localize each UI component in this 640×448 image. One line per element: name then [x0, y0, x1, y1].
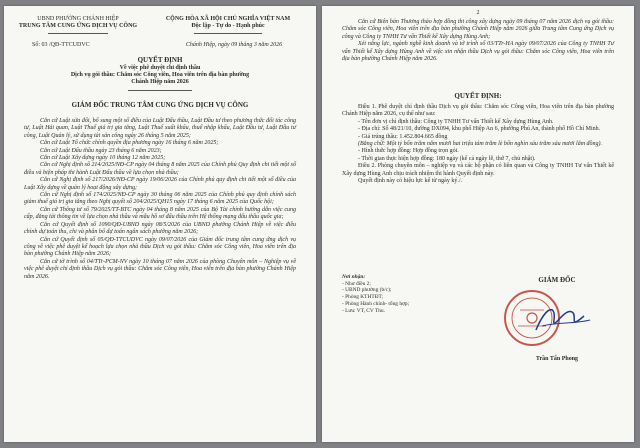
basis-paragraph: Căn cứ Thông tư số 79/2025/TT-BTC ngày 04 tháng 8 năm 2025 của Bộ Tài chính hướng dẫn việc cung cấp, đăng tải thông tin về lựa chọn nhà thầu và mẫu hồ sơ đấu thầu trên Hệ thống mạng đấu thầu quốc gia; — [24, 206, 296, 221]
recipients-block — [342, 274, 462, 314]
recipient-item: - Như điều 2; — [342, 280, 371, 287]
consideration-paragraph: Căn cứ Biên bản Thương thảo hợp đồng thi công xây dựng ngày 09 tháng 07 năm 2026 dịch vụ gói thầu: Chăm sóc Công viên, Hoa viên trên địa bàn phường Chánh Hiệp năm 2026 giữa Trung tâm Cung ứng Dịch vụ công và Công ty TNHH Tư vấn Thiết kế Xây dựng Hùng Anh; — [342, 19, 614, 40]
considerations — [342, 19, 614, 63]
issuer-line1: UBND PHƯỜNG CHÁNH HIỆP — [37, 16, 119, 22]
basis-paragraph: Căn cứ tờ trình số 04/TTr-PCM-NV ngày 10 tháng 07 năm 2026 của phòng Chuyên môn – Nghiệp vụ về việc phê duyệt chỉ định thầu Dịch vụ gói thầu: Chăm sóc Công viên, Hoa viên trên địa bàn phường Chánh Hiệp năm 2026. — [24, 258, 296, 280]
legal-bases — [24, 118, 296, 281]
decide-heading: QUYẾT ĐỊNH: — [454, 92, 502, 100]
consideration-paragraph: Xét năng lực, ngành nghề kinh doanh và tờ trình số 03/TTr-HA ngày 09/07/2026 của Công ty TNHH Tư vấn Thiết kế Xây dựng Hùng Anh về việc xin nhận thầu Dịch vụ gói thầu: Chăm sóc Công viên, Hoa viên trên địa bàn phường Chánh Hiệp năm 2026. — [342, 41, 614, 63]
article-1-item: - Thời gian thực hiện hợp đồng: 180 ngày (kể cả ngày lễ, thứ 7, chủ nhật). — [358, 155, 536, 162]
basis-paragraph: Căn cứ Nghị định số 174/2025/NĐ-CP ngày 30 tháng 06 năm 2025 của Chính phủ quy định chính sách giảm thuế giá trị gia tăng theo Nghị quyết số 204/2025/QH15 ngày 17 tháng 6 năm 2025 của Quốc hội; — [24, 192, 296, 206]
red-stamp-icon — [505, 291, 559, 345]
basis-paragraph: Căn cứ Nghị định số 217/2026/NĐ-CP ngày 19/06/2026 của Chính phủ quy định chi tiết một số điều của Luật Xây dựng về quản lý hoạt động xây dựng; — [24, 177, 296, 191]
nation-underline — [194, 33, 262, 34]
recipients-title: Nơi nhận: — [342, 274, 366, 280]
basis-paragraph: Căn cứ Luật Xây dựng ngày 10 tháng 12 năm 2025; — [40, 155, 166, 162]
effect-clause: Quyết định này có hiệu lực kể từ ngày ký./. — [358, 178, 462, 185]
official-stamp-and-signature — [498, 286, 598, 350]
document-title: QUYẾT ĐỊNH — [137, 56, 183, 64]
signer-title: GIÁM ĐỐC — [538, 276, 576, 284]
issuer-block — [12, 16, 144, 31]
article-1: Điều 1. Phê duyệt chỉ định thầu Dịch vụ gói thầu: Chăm sóc Công viên, Hoa viên trên địa bàn phường Chánh Hiệp năm 2026, cụ thể như sau: — [342, 104, 614, 118]
signature-icon — [536, 310, 590, 330]
article-1-item: - Tên đơn vị chỉ định thầu: Công ty TNHH Tư vấn Thiết kế Xây dựng Hùng Anh. — [358, 118, 554, 125]
nation-line1: CỘNG HÒA XÃ HỘI CHỦ NGHĨA VIỆT NAM — [165, 16, 291, 22]
article-1-item: - Địa chỉ: Số 48/21/10, đường DX094, khu phố Hiệp An 6, phường Phú An, thành phố Hồ Chí Minh. — [358, 126, 601, 133]
document-number: Số: 03 /QĐ-TTCUDVC — [32, 42, 90, 48]
subtitle-line1: Về việc phê duyệt chỉ định thầu — [119, 64, 201, 71]
article-1-item: (Bằng chữ: Một tỷ bốn trăm năm mươi hai triệu tám trăm lẻ bốn nghìn sáu trăm sáu mươi lăm đồng). — [358, 141, 603, 148]
document-page-2 — [322, 6, 634, 442]
article-1-item: - Giá trúng thầu: 1.452.804.665 đồng — [358, 133, 448, 140]
basis-paragraph: Căn cứ Luật Đấu thầu ngày 23 tháng 6 năm 2023; — [40, 147, 162, 154]
issuer-line2: TRUNG TÂM CUNG ỨNG DỊCH VỤ CÔNG — [18, 23, 138, 30]
article-2: Điều 2. Phòng chuyên môn – nghiệp vụ và các bộ phận có liên quan và Công ty TNHH Tư vấn Thiết kế Xây dựng Hùng Anh chịu trách nhiệm thi hành Quyết định này. — [342, 163, 614, 177]
basis-paragraph: Căn cứ Luật Tổ chức chính quyền địa phương ngày 16 tháng 6 năm 2025; — [40, 140, 219, 147]
issuer-underline — [48, 33, 108, 34]
recipient-item: - Phòng Hành chính- tổng hợp; — [342, 300, 410, 307]
director-heading: GIÁM ĐỐC TRUNG TÂM CUNG ỨNG DỊCH VỤ CÔNG — [71, 101, 249, 109]
basis-paragraph: Căn cứ Quyết định số 05/QĐ-TTCUDVC ngày 09/07/2026 của Giám đốc trung tâm cung ứng dịch vụ công về việc phê duyệt kế hoạch lựa chọn nhà thầu Dịch vụ gói thầu: Chăm sóc Công viên, Hoa viên trên địa bàn phường Chánh Hiệp năm 2026; — [24, 236, 296, 258]
place-date: Chánh Hiệp, ngày 09 tháng 3 năm 2026 — [185, 42, 283, 48]
recipient-item: - UBND phường (b/c); — [342, 287, 392, 294]
title-underline — [128, 90, 192, 91]
recipient-item: - Phòng KTHTĐT; — [342, 294, 384, 301]
signer-name: Trần Tấn Phong — [535, 356, 579, 362]
basis-paragraph: Căn cứ Quyết định số 1090/QĐ-UBND ngày 08/5/2026 của UBND phường Chánh Hiệp về việc điều chỉnh dự toán thu, chi và phân bổ dự toán ngân sách phường năm 2026; — [24, 221, 296, 236]
articles — [342, 104, 614, 185]
subtitle-line2: Dịch vụ gói thầu: Chăm sóc Công viên, Hoa viên trên địa bàn phường — [70, 71, 250, 78]
page-number: 2 — [476, 10, 480, 16]
title-block — [4, 56, 316, 87]
nation-block — [144, 16, 312, 31]
basis-paragraph: Căn cứ Nghị định số 214/2025/NĐ-CP ngày 04 tháng 8 năm 2025 của Chính phủ Quy định chi tiết một số điều và biện pháp thi hành Luật Đấu thầu về lựa chọn nhà thầu; — [24, 162, 296, 176]
basis-paragraph: Căn cứ Luật sửa đổi, bổ sung một số điều của Luật Đấu thầu, Luật Đầu tư theo phương thức đối tác công tư, Luật Hải quan, Luật Thuế giá trị gia tăng, Luật Thuế xuất khẩu, thuế nhập khẩu, Luật Đầu tư, Luật Đầu tư công, Luật Quản lý, sử dụng tài sản công ngày 26 tháng 5 năm 2025; — [24, 118, 296, 139]
subtitle-line3: Chánh Hiệp năm 2026 — [131, 79, 189, 86]
document-page-1 — [4, 6, 316, 442]
recipient-item: - Lưu: VT, CV Thu. — [342, 307, 385, 314]
article-1-item: - Hình thức hợp đồng: Hợp đồng trọn gói. — [358, 148, 459, 155]
nation-line2: Độc lập - Tự do - Hạnh phúc — [191, 23, 265, 30]
